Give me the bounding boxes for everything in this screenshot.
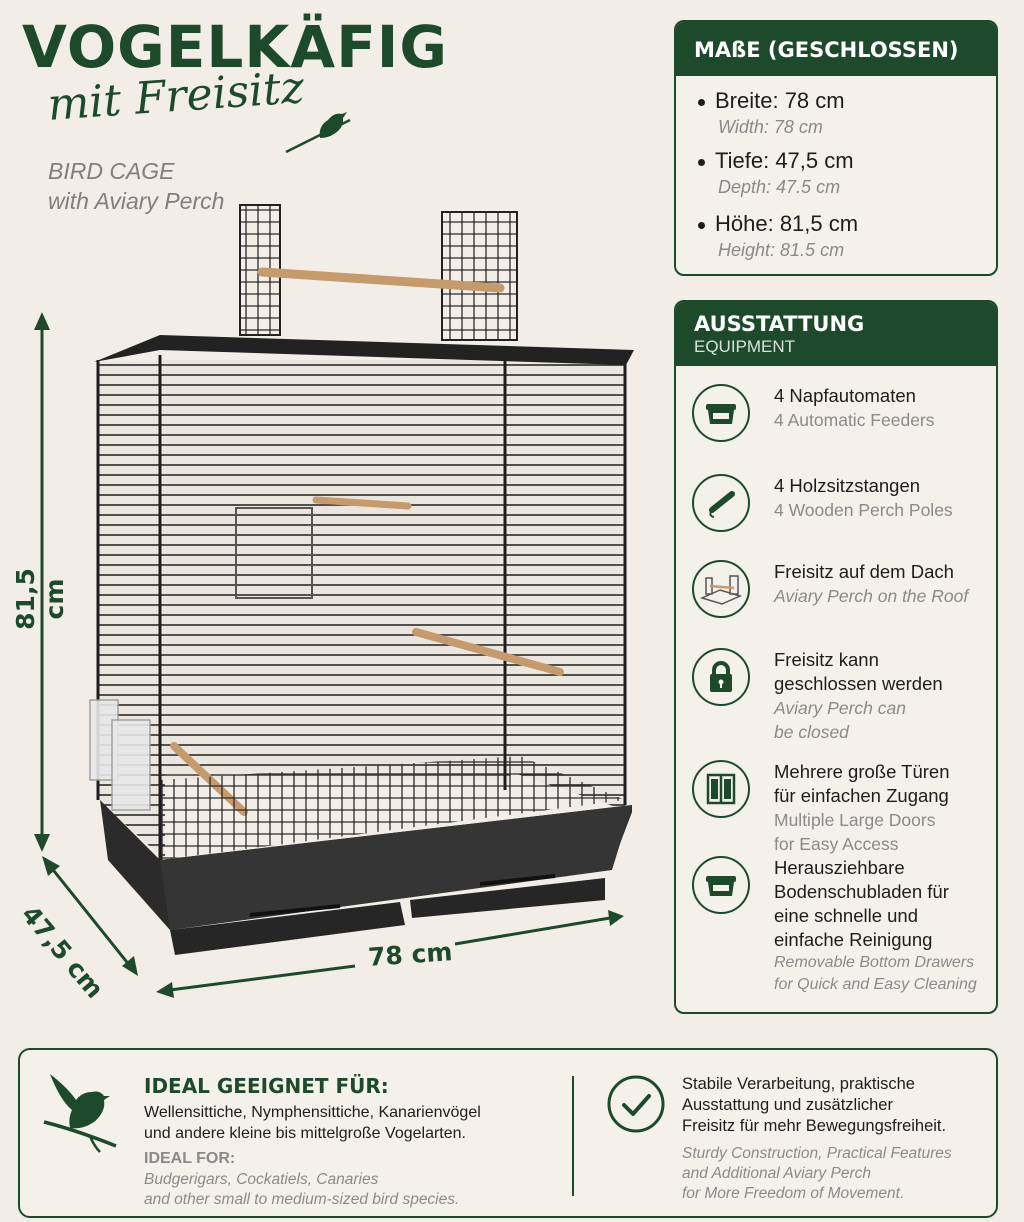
- feature-closable-perch-en: Aviary Perch can be closed: [774, 698, 906, 742]
- perch-icon: [692, 474, 750, 532]
- feature-drawers-de: Herausziehbare Bodenschubladen für eine schnelle und einfache Reinigung: [774, 857, 949, 950]
- ideal-for-title-en: IDEAL FOR:: [144, 1150, 236, 1167]
- equipment-panel-subtitle: EQUIPMENT: [694, 337, 796, 356]
- dimension-row-depth: [698, 148, 854, 200]
- feature-roof-perch-en: Aviary Perch on the Roof: [774, 586, 969, 606]
- dimension-width-de: Breite: 78 cm: [715, 88, 845, 113]
- english-title-line1: BIRD CAGE: [48, 158, 175, 184]
- dimension-depth-en: Depth: 47.5 cm: [718, 177, 841, 197]
- depth-dimension-label: 47,5 cm: [15, 900, 110, 1004]
- feature-roof-perch-de: Freisitz auf dem Dach: [774, 561, 954, 582]
- feeder-icon: [692, 384, 750, 442]
- feature-doors-en: Multiple Large Doors for Easy Access: [774, 810, 936, 854]
- feature-doors-de: Mehrere große Türen für einfachen Zugang: [774, 761, 950, 806]
- equipment-panel-header: [676, 302, 996, 366]
- english-title-line2: with Aviary Perch: [48, 188, 225, 214]
- feature-feeders-en: 4 Automatic Feeders: [774, 410, 935, 430]
- page-subtitle: mit Freisitz: [46, 62, 306, 131]
- feature-perches-de: 4 Holzsitzstangen: [774, 475, 921, 496]
- dimension-height-de: Höhe: 81,5 cm: [715, 211, 859, 236]
- divider: [572, 1076, 574, 1196]
- dimension-height-en: Height: 81.5 cm: [718, 240, 845, 260]
- ideal-for-text-de: Wellensittiche, Nymphensittiche, Kanarienvögel und andere kleine bis mittelgroße Vogelarten.: [144, 1104, 481, 1142]
- dimension-row-width: [698, 88, 845, 140]
- feature-drawers-en: Removable Bottom Drawers for Quick and Easy Cleaning: [774, 954, 977, 993]
- bullet-icon: [698, 222, 705, 229]
- sturdy-construction-text-en: Sturdy Construction, Practical Features and Additional Aviary Perch for More Freedom of Movement.: [682, 1145, 952, 1202]
- feature-perches-en: 4 Wooden Perch Poles: [774, 500, 953, 520]
- dimension-depth-de: Tiefe: 47,5 cm: [715, 148, 854, 173]
- dimensions-panel-title: MAßE (GESCHLOSSEN): [676, 22, 996, 76]
- dimensions-panel: [674, 20, 998, 276]
- bullet-icon: [698, 99, 705, 106]
- sturdy-construction-text-de: Stabile Verarbeitung, praktische Ausstattung und zusätzlicher Freisitz für mehr Bewegungsfreiheit.: [682, 1075, 947, 1135]
- doors-icon: [692, 760, 750, 818]
- dimension-row-height: [698, 211, 858, 263]
- equipment-panel-title: AUSSTATTUNG: [694, 312, 865, 336]
- equipment-panel: [674, 300, 998, 1014]
- lock-icon: [692, 648, 750, 706]
- bird-on-branch-icon: [42, 1070, 122, 1154]
- feature-feeders-de: 4 Napfautomaten: [774, 385, 916, 406]
- roof-perch-icon: [692, 560, 750, 618]
- bird-on-branch-icon: [284, 100, 354, 160]
- page-title: VOGELKÄFIG: [22, 13, 448, 81]
- height-dimension-label: 81,5 cm: [11, 568, 69, 630]
- bottom-info-banner: [18, 1048, 998, 1218]
- dimension-width-en: Width: 78 cm: [718, 117, 823, 137]
- drawer-icon: [692, 856, 750, 914]
- width-dimension-label: 78 cm: [367, 937, 454, 972]
- bird-cage-illustration: [0, 190, 660, 1020]
- ideal-for-text-en: Budgerigars, Cockatiels, Canaries and other small to medium-sized bird species.: [144, 1171, 460, 1208]
- ideal-for-title: IDEAL GEEIGNET FÜR:: [144, 1074, 389, 1098]
- feature-closable-perch-de: Freisitz kann geschlossen werden: [774, 649, 943, 694]
- bullet-icon: [698, 159, 705, 166]
- check-circle-icon: [606, 1074, 666, 1134]
